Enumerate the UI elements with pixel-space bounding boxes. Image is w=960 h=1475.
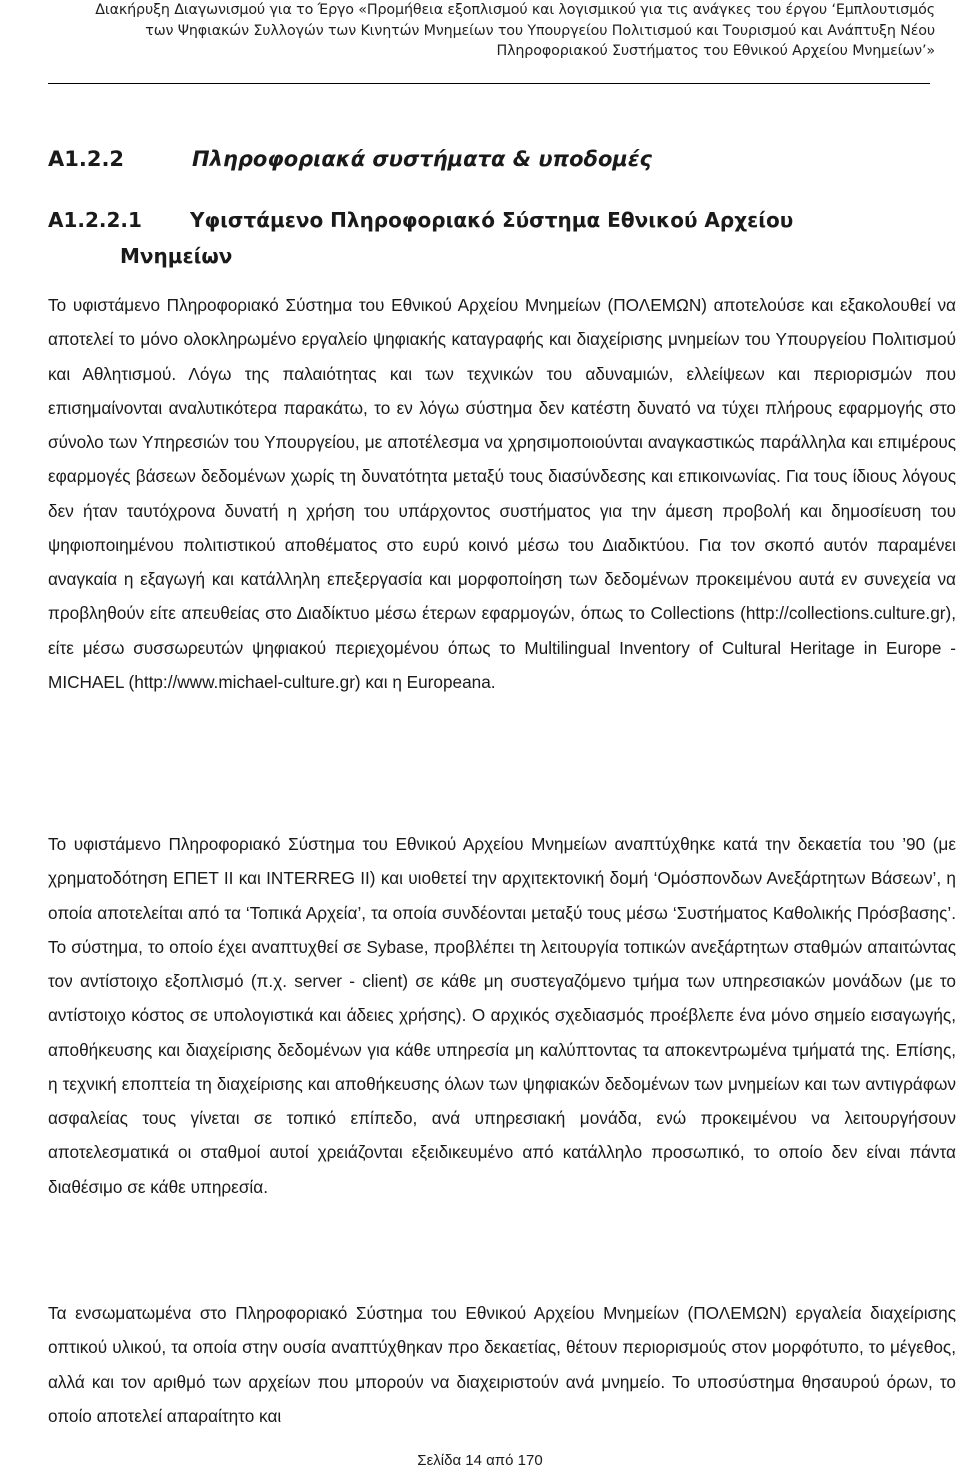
paragraph-1: Το υφιστάμενο Πληροφοριακό Σύστημα του Εθνικού Αρχείου Μνημείων (ΠΟΛΕΜΩΝ) αποτελούσε και εξακολουθεί να αποτελεί το μόνο ολοκληρωμένο εργαλείο ψηφιακής καταγραφής και διαχείρισης μνημείων του Υπουργείου Πολιτισμού και Αθλητισμού. Λόγω της παλαιότητας και των τεχνικών του αδυναμιών, ελλείψεων και περιορισμών που επισημαίνονται αναλυτικότερα παρακάτω, το εν λόγω σύστημα δεν κατέστη δυνατό να τύχει πλήρους εφαρμογής στο σύνολο των Υπηρεσιών του Υπουργείου, με αποτέλεσμα να χρησιμοποιούνται αναγκαστικώς παράλληλα και επιμέρους εφαρμογές βάσεων δεδομένων χωρίς τη δυνατότητα μεταξύ τους διασύνδεσης και επικοινωνίας. Για τους ίδιους λόγους δεν ήταν ταυτόχρονα δυνατή η χρήση του υπάρχοντος συστήματος για την άμεση προβολή και δημοσίευση του ψηφιοποιημένου πολιτιστικού αποθέματος στο ευρύ κοινό μέσω του Διαδικτύου. Για τον σκοπό αυτόν παραμένει αναγκαία η εξαγωγή και κατάλληλη επεξεργασία και μορφοποίηση των δεδομένων προκειμένου αυτά εν συνεχεία να προβληθούν είτε απευθείας στο Διαδίκτυο μέσω έτερων εφαρμογών, όπως το Collections (http://collections.culture.gr), είτε μέσω συσσωρευτών ψηφιακού περιεχομένου όπως το Multilingual Inventory of Cultural Heritage in Europe - MICHAEL (http://www.michael-culture.gr) και η Europeana. — [48, 295, 956, 692]
header-line-1: Διακήρυξη Διαγωνισμού για το Έργο «Προμήθεια εξοπλισμού και λογισμικού για τις ανάγκες του έργου ‘Εμπλουτισμός — [95, 2, 935, 18]
paragraph-3: Τα ενσωματωμένα στο Πληροφοριακό Σύστημα του Εθνικού Αρχείου Μνημείων (ΠΟΛΕΜΩΝ) εργαλεία διαχείρισης οπτικού υλικού, τα οποία στην ουσία αναπτύχθηκαν προ δεκαετίας, θέτουν περιορισμούς στον μορφότυπο, το μέγεθος, αλλά και τον αριθμό των αρχείων που μπορούν να διαχειριστούν ανά μνημείο. Το υποσύστημα θησαυρού όρων, το οποίο αποτελεί απαραίτητο και — [48, 1303, 956, 1426]
running-header — [20, 0, 935, 62]
paragraph-2: Το υφιστάμενο Πληροφοριακό Σύστημα του Εθνικού Αρχείου Μνημείων αναπτύχθηκε κατά την δεκαετία του ’90 (με χρηματοδότηση ΕΠΕΤ ΙΙ και INTERREG II) και υιοθετεί την αρχιτεκτονική δομή ‘Ομόσπονδων Ανεξάρτητων Βάσεων’, η οποία αποτελείται από τα ‘Τοπικά Αρχεία’, τα οποία συνδέονται μεταξύ τους μέσω ‘Συστήματος Καθολικής Πρόσβασης’. Το σύστημα, το οποίο έχει αναπτυχθεί σε Sybase, προβλέπει τη λειτουργία τοπικών ανεξάρτητων σταθμών απαιτώντας τον αντίστοιχο εξοπλισμό (π.χ. server - client) σε κάθε μη συστεγαζόμενο τμήμα των υπηρεσιακών μονάδων (με το αντίστοιχο κόστος σε υπολογιστικά και άδειες χρήσης). Ο αρχικός σχεδιασμός προέβλεπε ένα μόνο σημείο εισαγωγής, αποθήκευσης και διαχείρισης δεδομένων για κάθε υπηρεσία μη καλύπτοντας τα αποκεντρωμένα τμήματά της. Επίσης, η τεχνική εποπτεία τη διαχείρισης και αποθήκευσης όλων των ψηφιακών δεδομένων των μνημείων και των αντιγράφων ασφαλείας τους γίνεται σε τοπικό επίπεδο, ανά υπηρεσιακή μονάδα, ενώ προκειμένου να λειτουργήσουν αποτελεσματικά οι σταθμοί αυτοί χρειάζονται εξειδικευμένο από κατάλληλο προσωπικό, το οποίο δεν είναι πάντα διαθέσιμο σε κάθε υπηρεσία. — [48, 834, 956, 1197]
subsection-title-continued: Μνημείων — [120, 244, 233, 268]
page-number: Σελίδα 14 από 170 — [417, 1452, 543, 1469]
header-line-2: των Ψηφιακών Συλλογών των Κινητών Μνημείων του Υπουργείου Πολιτισμού και Τουρισμού και Ανάπτυξη Νέου — [145, 22, 935, 39]
section-number: Α1.2.2 — [48, 147, 125, 171]
subsection-title: Υφιστάμενο Πληροφοριακό Σύστημα Εθνικού Αρχείου — [190, 208, 794, 232]
header-divider — [48, 83, 930, 84]
section-title: Πληροφοριακά συστήματα & υποδομές — [192, 147, 652, 171]
subsection-number: Α1.2.2.1 — [48, 208, 142, 232]
header-line-3: Πληροφοριακού Συστήματος του Εθνικού Αρχείου Μνημείων’» — [496, 43, 935, 59]
